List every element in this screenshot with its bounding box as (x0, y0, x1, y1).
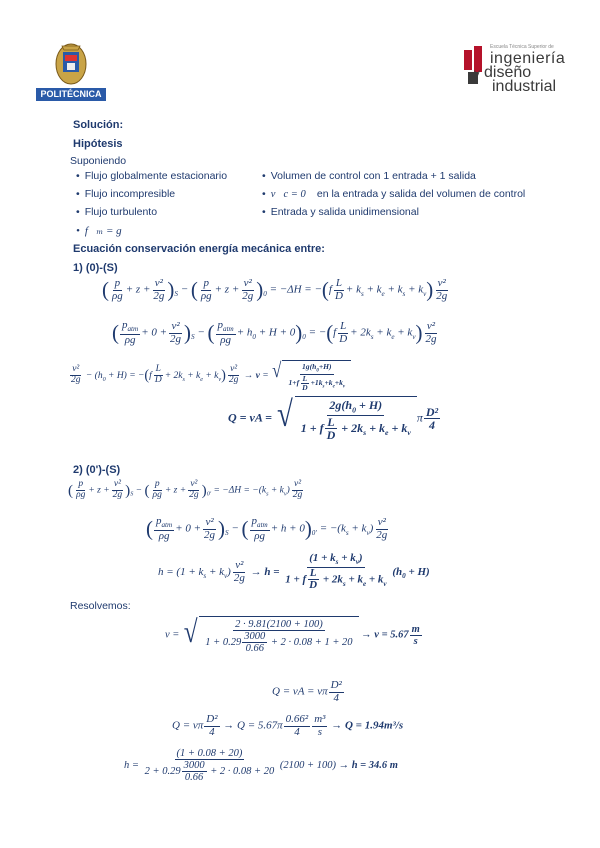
hyp-left-0: • Flujo globalmente estacionario (76, 170, 227, 182)
eq1-flow: Q = vA = √ $2g(h_0 + H)$ 1 + f $\frac{L}{D}$ + $2k_s + k_e + k_v$ π $\frac{\text{D²}}{4}$ (228, 394, 439, 443)
upm-logo-label: POLITÉCNICA (36, 88, 106, 101)
hypothesis-title: Hipótesis (73, 138, 123, 150)
eq2-row3: $h = (1 + k_s + k_v)$ $\frac{\text{v²}}{2g}$ → h = $(1 + k_s + k_v)$ 1 + f $\frac{L}{D}$ + $2k_s + k_e + k_v$ $(h_0 + H)$ (158, 552, 430, 592)
hyp-right-0: • Volumen de control con 1 entrada + 1 salida (262, 170, 476, 182)
eq1-row3: $\frac{\text{v²}}{2g}$ − $(h_0 + H) = -(f$ $\frac{L}{D}$ + $2k_s + k_e + k_v$) $\frac{\text{v²}}{2g}$ → v = √ $1g(h_0+H)$ 1+f $\frac{L}{D}$ $+1k_s+k_e+k_v$ (68, 360, 351, 392)
hyp-right-1: en la entrada y salida del volumen de control (316, 188, 526, 200)
part2-label: 2) (0')-(S) (73, 464, 121, 476)
etsidi-line1: ingeniería (490, 50, 566, 67)
eq2-row1: ( $\frac{p}{\rho g}$ + z + $\frac{\text{v²}}{2g}$ )$_S$ − ( $\frac{p}{\rho g}$ + z + $\frac{\text{v²}}{2g}$ )$_{0'} = -\Delta H = -(k_s + k_v)$ $\frac{\text{v²}}{2g}$ (68, 479, 303, 500)
solve-label: Resolvemos: (70, 600, 131, 612)
etsidi-line2: diseño (484, 64, 532, 81)
etsidi-y: y (474, 66, 480, 80)
eq2-row2: ( $\frac{p_{atm}}{\rho g}$ + 0 + $\frac{\text{v²}}{2g}$ )$_S$ − ( $\frac{p_{atm}}{\rho g}$ + $h + 0)_{0'} = -(k_s + k_v)$ $\frac{\text{v²}}{2g}$ (146, 515, 388, 542)
part1-label: 1) (0)-(S) (73, 262, 118, 274)
hyp-right-1-row (262, 188, 525, 200)
hyp-fm: • f⃗ₘ = g⃗ (76, 224, 130, 237)
hyp-right-2: • Entrada y salida unidimensional (262, 206, 419, 218)
flow-formula: Q = vA = vπ $\frac{\text{D²}}{4}$ (272, 679, 342, 704)
energy-title: Ecuación conservación energía mecánica entre: (73, 243, 325, 255)
etsidi-line3: industrial (492, 78, 557, 95)
hyp-left-2: • Flujo turbulento (76, 206, 157, 218)
hyp-left-1: • Flujo incompresible (76, 188, 175, 200)
crest-icon (34, 40, 108, 88)
etsidi-logo (452, 44, 572, 100)
upm-logo (34, 40, 108, 100)
num-velocity: v = √ 2 · 9.81(2100 + 100) 1 + 0.29 $\frac{3000}{0.66}$ + 2 · 0.08 + 1 + 20 → v = 5.67 $\frac{m}{s}$ (165, 614, 420, 655)
num-height: h = (1 + 0.08 + 20) 2 + 0.29 $\frac{3000}{0.66}$ + 2 · 0.08 + 20 (2100 + 100) → h = 34.6 m (124, 748, 398, 784)
solution-title: Solución: (73, 119, 124, 131)
supposing-text: Suponiendo (70, 155, 127, 167)
hyp-vc: v⃗c = 0⃗ (270, 189, 314, 200)
etsidi-small: Escuela Técnica Superior de (490, 44, 554, 50)
eq1-row2: ( $\frac{p_{atm}}{\rho g}$ + 0 + $\frac{\text{v²}}{2g}$ )$_S$ − ( $\frac{p_{atm}}{\rho g}$ + $h_0 + H + 0)_0 = -(f$ $\frac{L}{D}$ + $2k_s + k_e + k_v$) $\frac{\text{v²}}{2g}$ (112, 319, 437, 346)
eq1-row1: ( $\frac{p}{\rho g}$ + z + $\frac{\text{v²}}{2g}$ )$_S$ − ( $\frac{p}{\rho g}$ + z + $\frac{\text{v²}}{2g}$ )$_0 = -\Delta H = -(f$ $\frac{L}{D}$ + $k_s + k_e + k_s + k_v$) $\frac{\text{v²}}{2g}$ (102, 277, 448, 302)
num-flow: Q = vπ $\frac{\text{D²}}{4}$ → Q = 5.67π $\frac{\text{0.66²}}{4}$ $\frac{\text{m³}}{s}$ → Q = 1.94m³/s (172, 713, 404, 738)
